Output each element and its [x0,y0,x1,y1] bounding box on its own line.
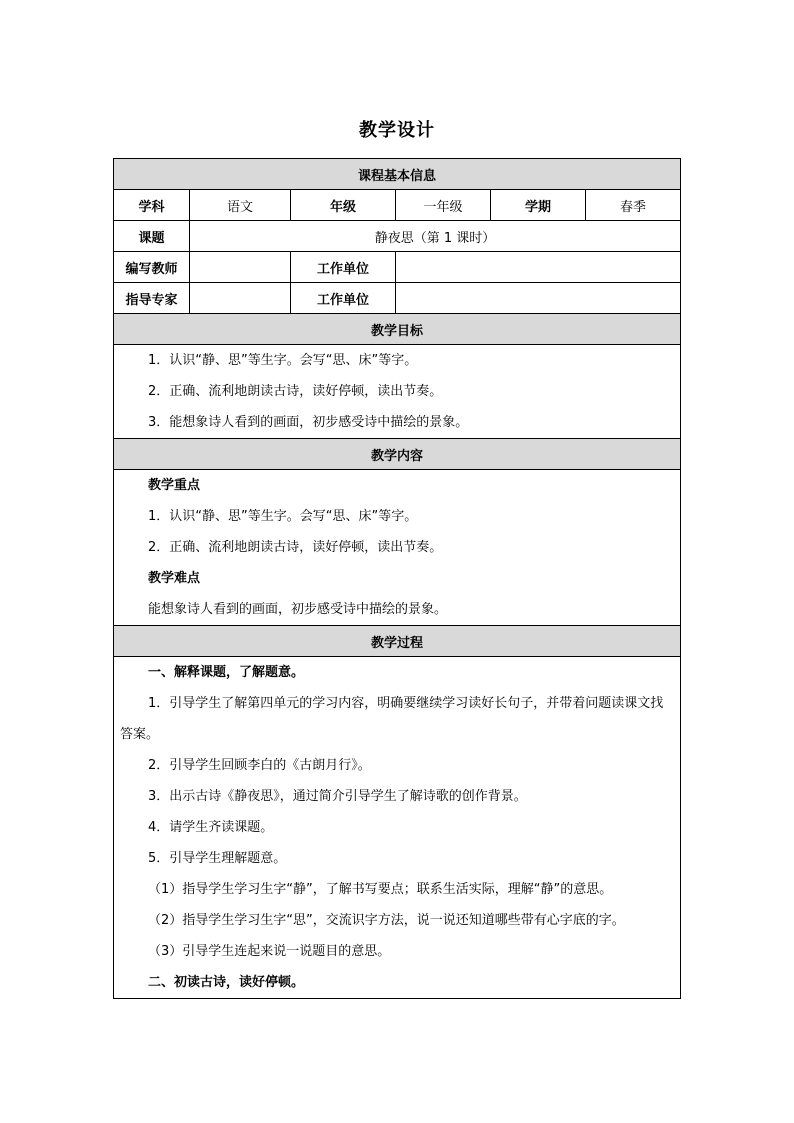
content-header: 教学内容 [114,439,681,470]
process-step: 3．出示古诗《静夜思》，通过简介引导学生了解诗歌的创作背景。 [148,789,527,804]
grade-value: 一年级 [396,190,491,221]
process-section [114,657,681,999]
grade-label: 年级 [291,190,396,221]
author-unit-label: 工作单位 [291,252,396,283]
goal-item: 2．正确、流利地朗读古诗，读好停顿，读出节奏。 [148,384,443,399]
term-label: 学期 [491,190,586,221]
key-point-item: 2．正确、流利地朗读古诗，读好停顿，读出节奏。 [148,540,443,555]
author-label: 编写教师 [114,252,190,283]
process-step: 5．引导学生理解题意。 [148,851,287,866]
process-header: 教学过程 [114,626,681,657]
basic-info-header: 课程基本信息 [114,159,681,190]
key-points-title: 教学重点 [148,478,201,493]
mentor-label: 指导专家 [114,283,190,314]
mentor-unit-value [396,283,681,314]
document-title: 教学设计 [359,120,435,141]
topic-label: 课题 [114,221,190,252]
content-section [114,470,681,626]
process-section-2: 二、初读古诗，读好停顿。 [148,975,305,990]
goals-header: 教学目标 [114,314,681,345]
author-unit-value [396,252,681,283]
process-step: 2．引导学生回顾李白的《古朗月行》。 [148,758,371,773]
process-substep: （3）引导学生连起来说一说题目的意思。 [148,944,391,959]
topic-value: 静夜思（第 1 课时） [190,221,681,252]
process-step: 1．引导学生了解第四单元的学习内容，明确要继续学习读好长句子，并带着问题读课文找答案。 [120,696,664,742]
goal-item: 3．能想象诗人看到的画面，初步感受诗中描绘的景象。 [148,415,469,430]
process-step: 4．请学生齐读课题。 [148,820,274,835]
difficult-points-title: 教学难点 [148,571,201,586]
subject-label: 学科 [114,190,190,221]
goals-section [114,345,681,439]
subject-value: 语文 [190,190,291,221]
author-value [190,252,291,283]
difficult-point-item: 能想象诗人看到的画面，初步感受诗中描绘的景象。 [148,602,448,617]
process-substep: （2）指导学生学习生字“思”，交流识字方法，说一说还知道哪些带有心字底的字。 [148,913,625,928]
key-point-item: 1．认识“静、思”等生字。会写“思、床”等字。 [148,509,418,524]
mentor-value [190,283,291,314]
term-value: 春季 [586,190,681,221]
goal-item: 1．认识“静、思”等生字。会写“思、床”等字。 [148,353,418,368]
lesson-plan-table [113,158,681,999]
mentor-unit-label: 工作单位 [291,283,396,314]
process-section-1: 一、解释课题，了解题意。 [148,665,305,680]
process-substep: （1）指导学生学习生字“静”，了解书写要点；联系生活实际，理解“静”的意思。 [148,882,613,897]
